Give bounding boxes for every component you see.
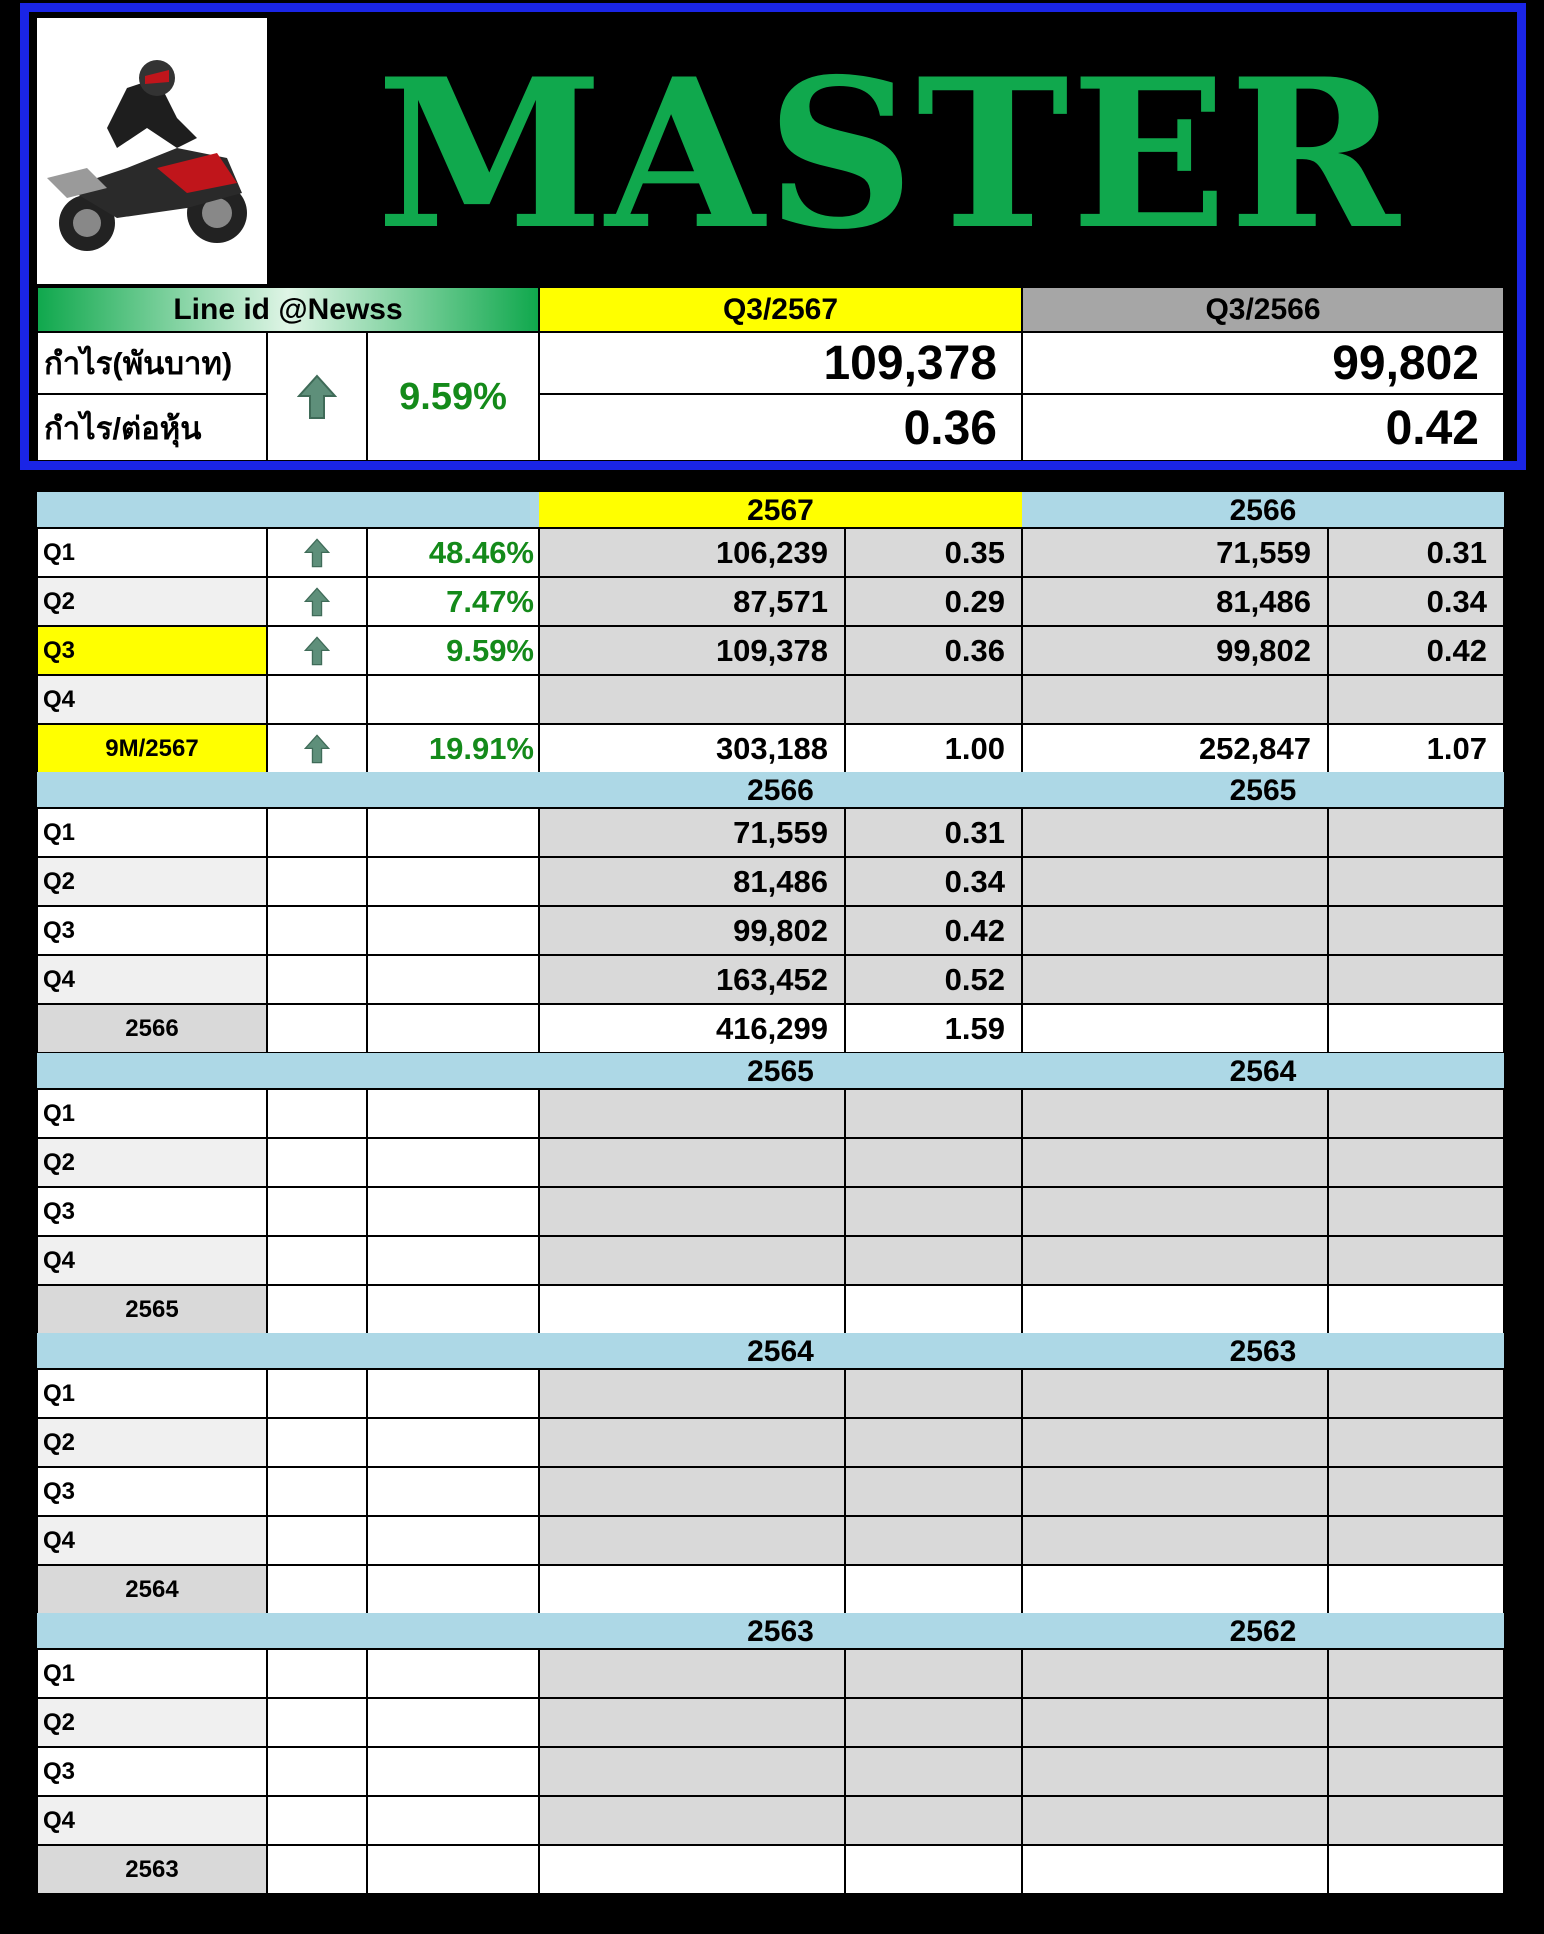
- arrow-up-icon: [267, 626, 367, 675]
- row-profit-right: [1022, 808, 1328, 857]
- profit-label: กำไร(พันบาท): [37, 332, 267, 394]
- row-label: Q2: [37, 1418, 267, 1467]
- row-eps-left: [845, 1418, 1022, 1467]
- row-profit-right: [1022, 1747, 1328, 1796]
- row-label: Q1: [37, 808, 267, 857]
- row-eps-right: [1328, 955, 1504, 1004]
- period-previous-header: Q3/2566: [1022, 287, 1504, 332]
- row-label: Q1: [37, 1649, 267, 1698]
- row-change-percent: [367, 808, 539, 857]
- row-eps-left: 0.35: [845, 528, 1022, 577]
- section-header-blank: [37, 772, 539, 808]
- change-percent: 9.59%: [367, 332, 539, 461]
- row-eps-left: 1.00: [845, 724, 1022, 773]
- row-change-percent: [367, 1649, 539, 1698]
- row-profit-right: [1022, 1004, 1328, 1053]
- row-change-percent: [367, 1747, 539, 1796]
- row-profit-left: 71,559: [539, 808, 845, 857]
- section-year-left: 2563: [539, 1613, 1022, 1649]
- row-profit-left: [539, 1698, 845, 1747]
- row-change-percent: [367, 1285, 539, 1334]
- row-eps-left: 0.34: [845, 857, 1022, 906]
- eps-label: กำไร/ต่อหุ้น: [37, 394, 267, 461]
- row-profit-left: 163,452: [539, 955, 845, 1004]
- row-change-percent: [367, 1236, 539, 1285]
- row-eps-right: [1328, 1516, 1504, 1565]
- row-profit-right: [1022, 1089, 1328, 1138]
- row-label: 9M/2567: [37, 724, 267, 773]
- row-eps-right: [1328, 1467, 1504, 1516]
- row-change-percent: [367, 906, 539, 955]
- row-eps-left: [845, 1565, 1022, 1614]
- row-change-percent: [367, 1187, 539, 1236]
- row-change-percent: 19.91%: [367, 724, 539, 773]
- row-change-percent: [367, 1698, 539, 1747]
- row-eps-left: 1.59: [845, 1004, 1022, 1053]
- row-eps-left: [845, 1649, 1022, 1698]
- row-eps-right: [1328, 675, 1504, 724]
- row-profit-right: [1022, 1516, 1328, 1565]
- row-change-percent: [367, 1565, 539, 1614]
- row-eps-left: [845, 1138, 1022, 1187]
- row-eps-right: 0.31: [1328, 528, 1504, 577]
- row-profit-right: 252,847: [1022, 724, 1328, 773]
- row-change-percent: [367, 1369, 539, 1418]
- row-eps-left: [845, 1236, 1022, 1285]
- row-profit-left: [539, 1516, 845, 1565]
- row-label: Q3: [37, 1747, 267, 1796]
- row-eps-right: [1328, 1649, 1504, 1698]
- row-eps-right: [1328, 808, 1504, 857]
- row-eps-left: [845, 1285, 1022, 1334]
- row-label: Q2: [37, 857, 267, 906]
- row-eps-left: [845, 675, 1022, 724]
- row-profit-left: [539, 1285, 845, 1334]
- arrow-cell: [267, 1418, 367, 1467]
- section-year-left: 2566: [539, 772, 1022, 808]
- row-label: Q1: [37, 1089, 267, 1138]
- row-label: 2564: [37, 1565, 267, 1614]
- row-eps-left: [845, 1516, 1022, 1565]
- section-year-left: 2567: [539, 492, 1022, 528]
- row-profit-left: [539, 1845, 845, 1894]
- row-profit-right: [1022, 955, 1328, 1004]
- row-profit-left: [539, 1369, 845, 1418]
- period-current-header: Q3/2567: [539, 287, 1022, 332]
- row-profit-left: [539, 675, 845, 724]
- section-year-right: 2564: [1022, 1053, 1504, 1089]
- row-eps-left: [845, 1698, 1022, 1747]
- arrow-cell: [267, 1004, 367, 1053]
- row-eps-left: 0.29: [845, 577, 1022, 626]
- row-profit-right: [1022, 1649, 1328, 1698]
- arrow-up-icon: [267, 528, 367, 577]
- row-label: 2563: [37, 1845, 267, 1894]
- arrow-up-icon: [267, 332, 367, 461]
- row-profit-right: [1022, 1565, 1328, 1614]
- row-profit-left: 106,239: [539, 528, 845, 577]
- arrow-cell: [267, 1845, 367, 1894]
- row-change-percent: [367, 1845, 539, 1894]
- arrow-cell: [267, 1138, 367, 1187]
- row-profit-left: 87,571: [539, 577, 845, 626]
- row-label: Q2: [37, 1698, 267, 1747]
- row-eps-left: 0.36: [845, 626, 1022, 675]
- row-eps-right: [1328, 1089, 1504, 1138]
- arrow-cell: [267, 1236, 367, 1285]
- row-label: Q4: [37, 955, 267, 1004]
- arrow-up-icon: [267, 724, 367, 773]
- row-profit-right: [1022, 1369, 1328, 1418]
- arrow-cell: [267, 808, 367, 857]
- row-change-percent: [367, 1796, 539, 1845]
- arrow-cell: [267, 1747, 367, 1796]
- section-year-right: 2565: [1022, 772, 1504, 808]
- row-profit-right: [1022, 1467, 1328, 1516]
- arrow-cell: [267, 955, 367, 1004]
- row-profit-left: [539, 1236, 845, 1285]
- row-profit-right: 71,559: [1022, 528, 1328, 577]
- arrow-cell: [267, 1467, 367, 1516]
- row-profit-right: [1022, 1285, 1328, 1334]
- row-eps-left: [845, 1796, 1022, 1845]
- arrow-cell: [267, 1565, 367, 1614]
- row-profit-right: [1022, 857, 1328, 906]
- row-change-percent: [367, 1138, 539, 1187]
- row-eps-left: [845, 1467, 1022, 1516]
- row-profit-left: [539, 1138, 845, 1187]
- row-profit-right: [1022, 1845, 1328, 1894]
- row-eps-right: [1328, 1004, 1504, 1053]
- row-change-percent: [367, 1089, 539, 1138]
- profit-current-value: 109,378: [539, 332, 1022, 394]
- row-eps-right: [1328, 1565, 1504, 1614]
- page-title: MASTER: [376, 35, 1402, 275]
- row-change-percent: [367, 675, 539, 724]
- row-profit-right: [1022, 1187, 1328, 1236]
- row-eps-right: [1328, 906, 1504, 955]
- row-profit-right: [1022, 1698, 1328, 1747]
- row-label: Q2: [37, 577, 267, 626]
- row-change-percent: [367, 1467, 539, 1516]
- row-label: Q4: [37, 1516, 267, 1565]
- row-eps-right: [1328, 1369, 1504, 1418]
- row-change-percent: [367, 857, 539, 906]
- row-profit-right: [1022, 675, 1328, 724]
- arrow-cell: [267, 857, 367, 906]
- row-label: Q4: [37, 675, 267, 724]
- row-eps-right: [1328, 1796, 1504, 1845]
- row-eps-right: 0.42: [1328, 626, 1504, 675]
- row-eps-right: [1328, 1418, 1504, 1467]
- row-change-percent: [367, 955, 539, 1004]
- row-label: 2565: [37, 1285, 267, 1334]
- row-label: Q4: [37, 1236, 267, 1285]
- section-year-left: 2564: [539, 1333, 1022, 1369]
- row-change-percent: [367, 1004, 539, 1053]
- row-label: Q3: [37, 1187, 267, 1236]
- row-profit-left: [539, 1418, 845, 1467]
- profit-previous-value: 99,802: [1022, 332, 1504, 394]
- row-eps-left: 0.31: [845, 808, 1022, 857]
- row-eps-right: [1328, 1845, 1504, 1894]
- row-profit-left: 109,378: [539, 626, 845, 675]
- row-change-percent: 9.59%: [367, 626, 539, 675]
- row-label: 2566: [37, 1004, 267, 1053]
- row-eps-right: 1.07: [1328, 724, 1504, 773]
- row-profit-left: [539, 1467, 845, 1516]
- motorcycle-logo: [37, 18, 267, 284]
- eps-previous-value: 0.42: [1022, 394, 1504, 461]
- row-eps-right: [1328, 1698, 1504, 1747]
- row-profit-left: [539, 1649, 845, 1698]
- row-eps-right: [1328, 1747, 1504, 1796]
- arrow-cell: [267, 1698, 367, 1747]
- section-header-blank: [37, 1053, 539, 1089]
- arrow-cell: [267, 1516, 367, 1565]
- row-profit-left: 416,299: [539, 1004, 845, 1053]
- eps-current-value: 0.36: [539, 394, 1022, 461]
- row-label: Q2: [37, 1138, 267, 1187]
- section-year-left: 2565: [539, 1053, 1022, 1089]
- row-eps-right: [1328, 857, 1504, 906]
- row-eps-right: 0.34: [1328, 577, 1504, 626]
- row-label: Q3: [37, 626, 267, 675]
- section-header-blank: [37, 1333, 539, 1369]
- arrow-cell: [267, 906, 367, 955]
- section-header-blank: [37, 492, 539, 528]
- arrow-cell: [267, 675, 367, 724]
- row-label: Q1: [37, 528, 267, 577]
- row-profit-right: [1022, 1138, 1328, 1187]
- row-change-percent: 7.47%: [367, 577, 539, 626]
- row-label: Q3: [37, 906, 267, 955]
- line-id-label: Line id @Newss: [37, 287, 539, 332]
- row-eps-left: [845, 1747, 1022, 1796]
- arrow-cell: [267, 1369, 367, 1418]
- row-profit-left: 99,802: [539, 906, 845, 955]
- arrow-cell: [267, 1187, 367, 1236]
- row-label: Q1: [37, 1369, 267, 1418]
- row-eps-right: [1328, 1236, 1504, 1285]
- row-eps-left: [845, 1089, 1022, 1138]
- row-label: Q3: [37, 1467, 267, 1516]
- row-profit-right: [1022, 1236, 1328, 1285]
- row-profit-right: 99,802: [1022, 626, 1328, 675]
- row-change-percent: [367, 1516, 539, 1565]
- row-change-percent: [367, 1418, 539, 1467]
- row-profit-left: [539, 1796, 845, 1845]
- row-eps-right: [1328, 1187, 1504, 1236]
- arrow-up-icon: [267, 577, 367, 626]
- row-eps-right: [1328, 1285, 1504, 1334]
- row-profit-left: [539, 1565, 845, 1614]
- row-change-percent: 48.46%: [367, 528, 539, 577]
- row-eps-left: 0.42: [845, 906, 1022, 955]
- arrow-cell: [267, 1649, 367, 1698]
- row-profit-right: [1022, 1418, 1328, 1467]
- row-profit-right: [1022, 906, 1328, 955]
- row-label: Q4: [37, 1796, 267, 1845]
- section-year-right: 2562: [1022, 1613, 1504, 1649]
- row-eps-left: [845, 1187, 1022, 1236]
- row-eps-right: [1328, 1138, 1504, 1187]
- row-profit-right: 81,486: [1022, 577, 1328, 626]
- row-profit-left: [539, 1747, 845, 1796]
- section-year-right: 2566: [1022, 492, 1504, 528]
- section-header-blank: [37, 1613, 539, 1649]
- row-profit-left: 81,486: [539, 857, 845, 906]
- row-eps-left: 0.52: [845, 955, 1022, 1004]
- row-profit-left: [539, 1187, 845, 1236]
- row-eps-left: [845, 1369, 1022, 1418]
- arrow-cell: [267, 1089, 367, 1138]
- arrow-cell: [267, 1285, 367, 1334]
- row-eps-left: [845, 1845, 1022, 1894]
- row-profit-left: [539, 1089, 845, 1138]
- row-profit-right: [1022, 1796, 1328, 1845]
- section-year-right: 2563: [1022, 1333, 1504, 1369]
- arrow-cell: [267, 1796, 367, 1845]
- row-profit-left: 303,188: [539, 724, 845, 773]
